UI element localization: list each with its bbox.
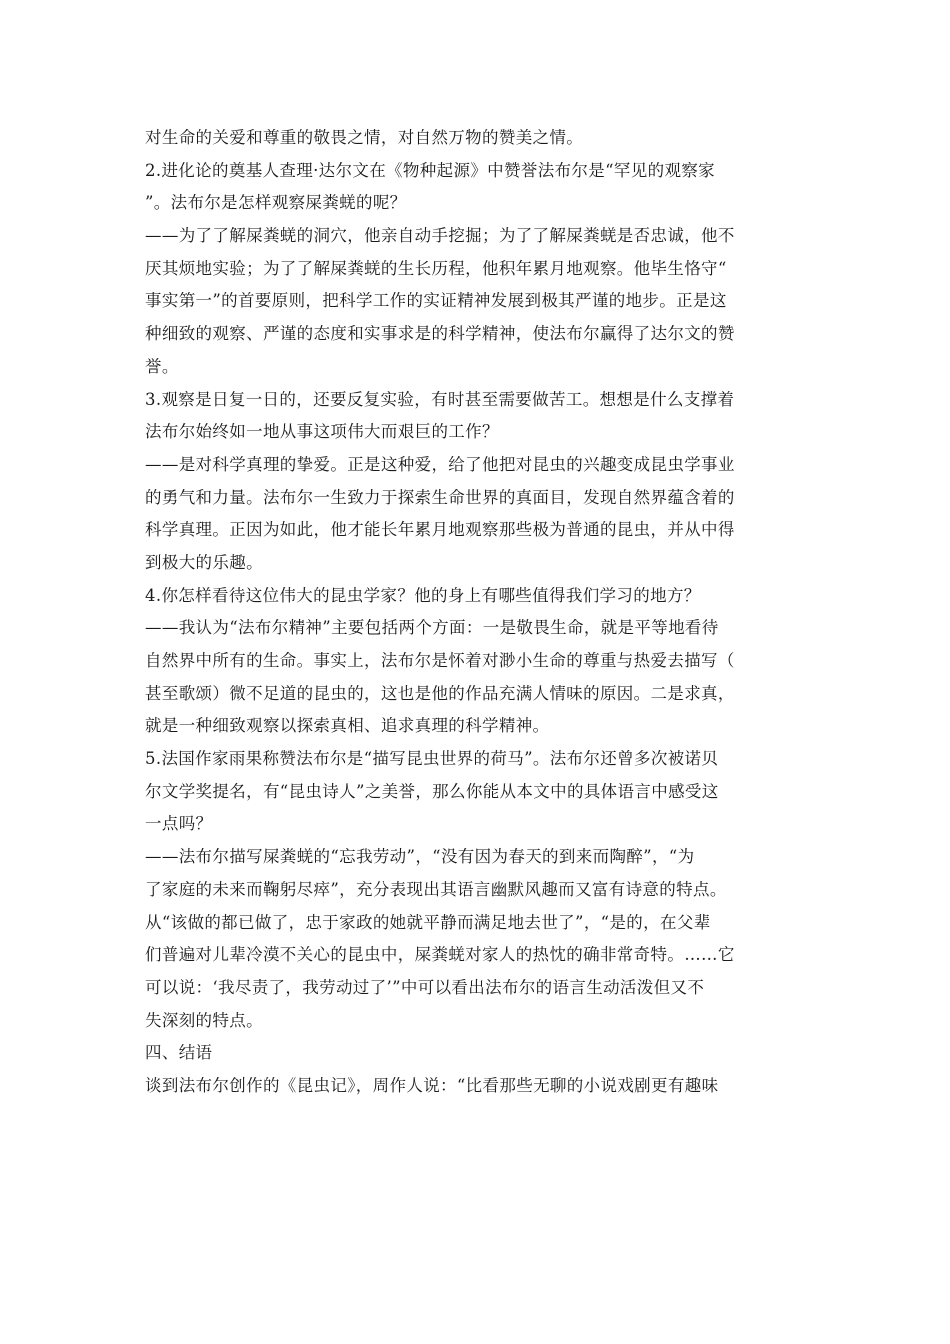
question-4-line: 4.你怎样看待这位伟大的昆虫学家？他的身上有哪些值得我们学习的地方？ xyxy=(145,585,701,605)
text-line: 失深刻的特点。 xyxy=(145,1010,263,1030)
text-line: 事实第一”的首要原则，把科学工作的实证精神发展到极其严谨的地步。正是这 xyxy=(145,291,727,311)
text-line: 就是一种细致观察以探索真相、追求真理的科学精神。 xyxy=(145,716,550,736)
text-line: 尔文学奖提名，有“昆虫诗人”之美誉，那么你能从本文中的具体语言中感受这 xyxy=(145,781,719,801)
text-line: ”。法布尔是怎样观察屎粪蜣的呢？ xyxy=(145,193,407,213)
question-3-line: 3.观察是日复一日的，还要反复实验，有时甚至需要做苦工。想想是什么支撑着 xyxy=(145,389,735,409)
text-line: 自然界中所有的生命。事实上，法布尔是怀着对渺小生命的尊重与热爱去描写（ xyxy=(145,651,735,670)
question-2-line: 2.进化论的奠基人查理·达尔文在《物种起源》中赞誉法布尔是“罕见的观察家 xyxy=(145,160,716,180)
document-body xyxy=(145,122,735,1103)
text-line: 科学真理。正因为如此，他才能长年累月地观察那些极为普通的昆虫，并从中得 xyxy=(145,520,735,540)
text-line: 厌其烦地实验；为了了解屎粪蜣的生长历程，他积年累月地观察。他毕生恪守“ xyxy=(145,258,727,278)
text-line: 种细致的观察、严谨的态度和实事求是的科学精神，使法布尔赢得了达尔文的赞 xyxy=(145,324,735,344)
text-line: 们普遍对儿辈冷漠不关心的昆虫中，屎粪蜣对家人的热忱的确非常奇特。……它 xyxy=(145,945,735,965)
text-line: 了家庭的未来而鞠躬尽瘁”，充分表现出其语言幽默风趣而又富有诗意的特点。 xyxy=(145,879,727,899)
text-line: 可以说：‘我尽责了，我劳动过了’”中可以看出法布尔的语言生动活泼但又不 xyxy=(145,977,705,997)
text-line: 从“该做的都已做了，忠于家政的她就平静而满足地去世了”，“是的，在父辈 xyxy=(145,912,711,932)
text-line: 甚至歌颂）微不足道的昆虫的，这也是他的作品充满人情味的原因。二是求真， xyxy=(145,683,735,703)
text-line: 一点吗？ xyxy=(145,814,213,834)
text-line: 谈到法布尔创作的《昆虫记》，周作人说：“比看那些无聊的小说戏剧更有趣味 xyxy=(145,1075,719,1095)
text-line: 到极大的乐趣。 xyxy=(145,552,263,572)
section-heading: 四、结语 xyxy=(145,1043,213,1063)
answer-3-line: ——是对科学真理的挚爱。正是这种爱，给了他把对昆虫的兴趣变成昆虫学事业 xyxy=(145,454,735,474)
text-line: 对生命的关爱和尊重的敬畏之情，对自然万物的赞美之情。 xyxy=(145,128,584,147)
text-line: 誉。 xyxy=(145,356,179,376)
answer-5-line: ——法布尔描写屎粪蜣的“忘我劳动”，“没有因为春天的到来而陶醉”，“为 xyxy=(145,847,695,867)
text-line: 的勇气和力量。法布尔一生致力于探索生命世界的真面目，发现自然界蕴含着的 xyxy=(145,487,735,507)
question-5-line: 5.法国作家雨果称赞法布尔是“描写昆虫世界的荷马”。法布尔还曾多次被诺贝 xyxy=(145,749,719,769)
answer-4-line: ——我认为“法布尔精神”主要包括两个方面：一是敬畏生命，就是平等地看待 xyxy=(145,618,719,638)
text-line: 法布尔始终如一地从事这项伟大而艰巨的工作？ xyxy=(145,422,499,442)
answer-2-line: ——为了了解屎粪蜣的洞穴，他亲自动手挖掘；为了了解屎粪蜣是否忠诚，他不 xyxy=(145,226,735,246)
